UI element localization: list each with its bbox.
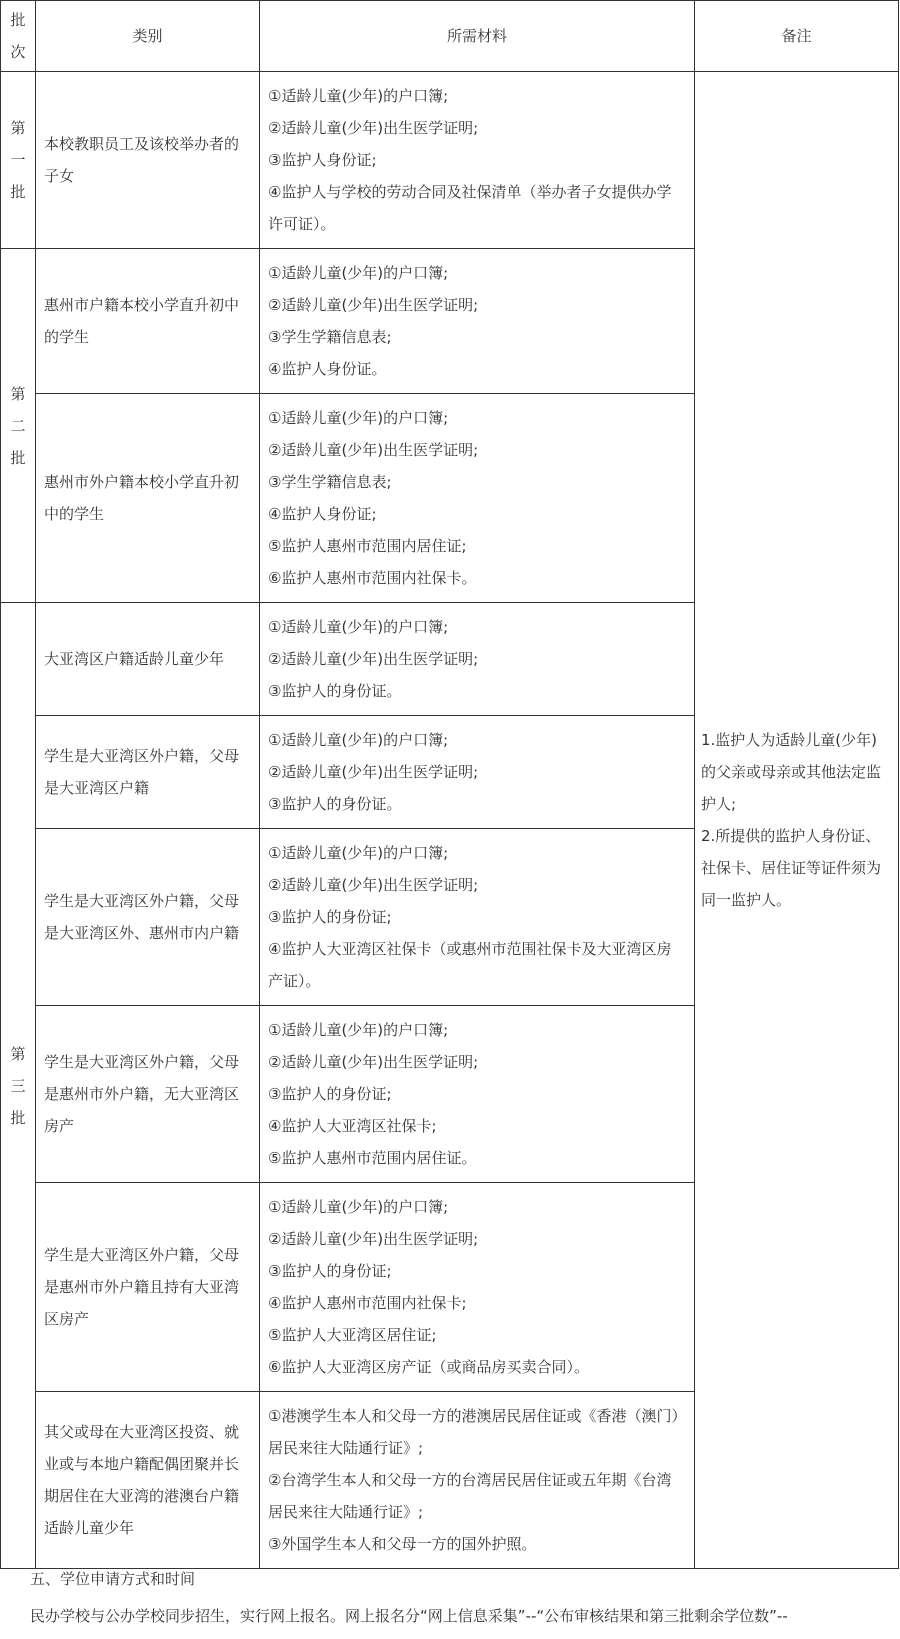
section-title: 五、学位申请方式和时间 — [30, 1570, 196, 1588]
material-item: ③监护人的身份证; — [268, 908, 392, 926]
remarks-cell — [695, 72, 899, 1569]
material-item: ①适龄儿童(少年)的户口簿; — [268, 1198, 449, 1216]
material-item: ②适龄儿童(少年)出生医学证明; — [268, 1053, 479, 1071]
category-cell: 学生是大亚湾区外户籍，父母是惠州市外户籍且持有大亚湾区房产 — [36, 1183, 260, 1392]
material-item: ④监护人与学校的劳动合同及社保清单（举办者子女提供办学许可证）。 — [268, 183, 672, 233]
material-item: ④监护人身份证; — [268, 505, 377, 523]
body-paragraph: 民办学校与公办学校同步招生，实行网上报名。网上报名分“网上信息采集”--“公布审核结果和第三批剩余学位数”-- — [30, 1607, 788, 1625]
material-item: ②适龄儿童(少年)出生医学证明; — [268, 296, 479, 314]
materials-cell — [260, 394, 695, 603]
materials-cell — [260, 1183, 695, 1392]
remark-item: 1.监护人为适龄儿童(少年)的父亲或母亲或其他法定监护人; — [701, 731, 882, 813]
material-item: ②台湾学生本人和父母一方的台湾居民居住证或五年期《台湾居民来往大陆通行证》; — [268, 1471, 672, 1521]
table-header-row — [1, 1, 899, 72]
header-category: 类别 — [36, 1, 260, 72]
material-item: ①适龄儿童(少年)的户口簿; — [268, 87, 449, 105]
batch-label-1: 第 一 批 — [1, 72, 36, 249]
material-item: ④监护人惠州市范围内社保卡; — [268, 1294, 467, 1312]
header-remarks: 备注 — [695, 1, 899, 72]
remark-item: 2.所提供的监护人身份证、社保卡、居住证等证件须为同一监护人。 — [701, 827, 882, 909]
material-item: ②适龄儿童(少年)出生医学证明; — [268, 650, 479, 668]
category-cell: 惠州市户籍本校小学直升初中的学生 — [36, 249, 260, 394]
header-batch: 批 次 — [1, 1, 36, 72]
material-item: ④监护人身份证。 — [268, 360, 387, 378]
materials-cell — [260, 603, 695, 716]
material-item: ②适龄儿童(少年)出生医学证明; — [268, 876, 479, 894]
category-cell: 学生是大亚湾区外户籍，父母是惠州市外户籍，无大亚湾区房产 — [36, 1006, 260, 1183]
category-cell: 其父或母在大亚湾区投资、就业或与本地户籍配偶团聚并长期居住在大亚湾的港澳台户籍适龄儿童少年 — [36, 1392, 260, 1569]
table-row — [1, 72, 899, 249]
material-item: ④监护人大亚湾区社保卡（或惠州市范围社保卡及大亚湾区房产证）。 — [268, 940, 672, 990]
header-materials: 所需材料 — [260, 1, 695, 72]
material-item: ①适龄儿童(少年)的户口簿; — [268, 1021, 449, 1039]
material-item: ②适龄儿童(少年)出生医学证明; — [268, 1230, 479, 1248]
materials-cell — [260, 249, 695, 394]
material-item: ②适龄儿童(少年)出生医学证明; — [268, 441, 479, 459]
category-cell: 惠州市外户籍本校小学直升初中的学生 — [36, 394, 260, 603]
category-cell: 本校教职员工及该校举办者的子女 — [36, 72, 260, 249]
materials-cell — [260, 829, 695, 1006]
materials-cell — [260, 72, 695, 249]
material-item: ①适龄儿童(少年)的户口簿; — [268, 264, 449, 282]
batch-label-2: 第 二 批 — [1, 249, 36, 603]
material-item: ③学生学籍信息表; — [268, 328, 392, 346]
material-item: ③监护人身份证; — [268, 151, 377, 169]
material-item: ⑤监护人惠州市范围内居住证; — [268, 537, 467, 555]
material-item: ③学生学籍信息表; — [268, 473, 392, 491]
batch-label-3: 第 三 批 — [1, 603, 36, 1569]
material-item: ①适龄儿童(少年)的户口簿; — [268, 731, 449, 749]
material-item: ③监护人的身份证。 — [268, 795, 402, 813]
material-item: ③监护人的身份证; — [268, 1085, 392, 1103]
materials-cell — [260, 1006, 695, 1183]
category-cell: 大亚湾区户籍适龄儿童少年 — [36, 603, 260, 716]
material-item: ②适龄儿童(少年)出生医学证明; — [268, 763, 479, 781]
material-item: ①港澳学生本人和父母一方的港澳居民居住证或《香港（澳门）居民来往大陆通行证》; — [268, 1407, 679, 1457]
material-item: ②适龄儿童(少年)出生医学证明; — [268, 119, 479, 137]
material-item: ⑥监护人惠州市范围内社保卡。 — [268, 569, 477, 587]
material-item: ①适龄儿童(少年)的户口簿; — [268, 618, 449, 636]
material-item: ④监护人大亚湾区社保卡; — [268, 1117, 437, 1135]
material-item: ⑤监护人惠州市范围内居住证。 — [268, 1149, 477, 1167]
materials-cell — [260, 1392, 695, 1569]
material-item: ①适龄儿童(少年)的户口簿; — [268, 409, 449, 427]
category-cell: 学生是大亚湾区外户籍，父母是大亚湾区户籍 — [36, 716, 260, 829]
material-item: ③监护人的身份证。 — [268, 682, 402, 700]
material-item: ③监护人的身份证; — [268, 1262, 392, 1280]
materials-cell — [260, 716, 695, 829]
material-item: ⑤监护人大亚湾区居住证; — [268, 1326, 437, 1344]
material-item: ⑥监护人大亚湾区房产证（或商品房买卖合同）。 — [268, 1358, 589, 1376]
material-item: ③外国学生本人和父母一方的国外护照。 — [268, 1535, 537, 1553]
category-cell: 学生是大亚湾区外户籍，父母是大亚湾区外、惠州市内户籍 — [36, 829, 260, 1006]
material-item: ①适龄儿童(少年)的户口簿; — [268, 844, 449, 862]
